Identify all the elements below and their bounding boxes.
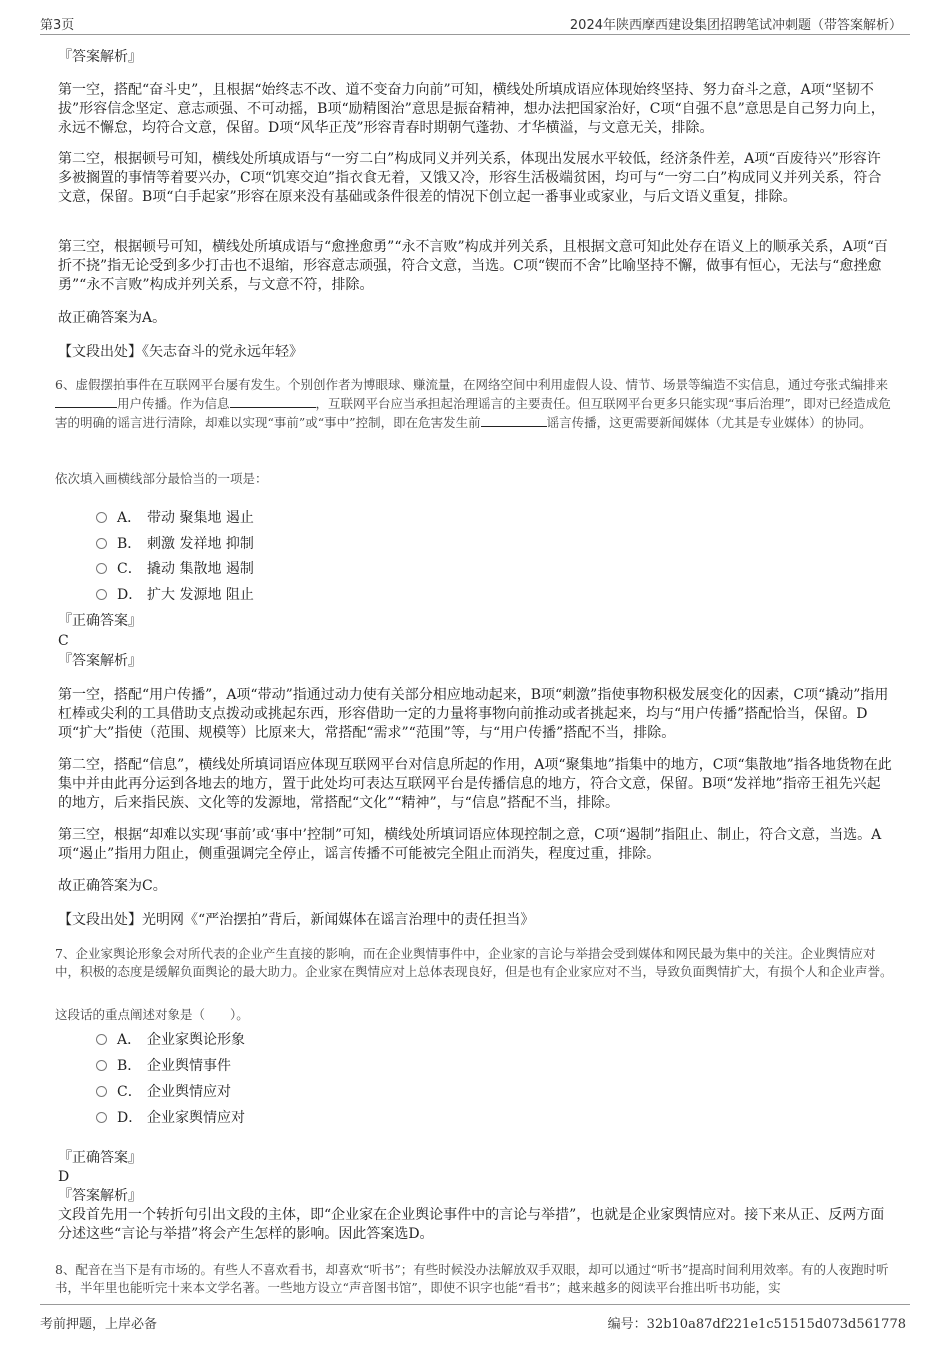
q7-question: 这段话的重点阐述对象是（ ）。 [55, 1007, 249, 1022]
q7-analysis-label: 『答案解析』 [58, 1188, 142, 1204]
q7-analysis: 文段首先用一个转折句引出文段的主体，即“企业家在企业舆论事件中的言论与举措”，也就是企业家舆情应对。接下来从正、反两方面分述这些“言论与举措”将会产生怎样的影响。因此答案选D。 [58, 1207, 885, 1242]
q6-answer-label: 『正确答案』 [58, 613, 142, 629]
footer-slogan: 考前押题，上岸必备 [40, 1317, 158, 1332]
q8-stem: 8、配音在当下是有市场的。有些人不喜欢看书，却喜欢“听书”；有些时候没办法解放双手双眼，却可以通过“听书”提高时间利用效率。有的人夜跑时听书，半年里也能听完十来本文学名著。一些地方设立“声音图书馆”，即使不识字也能“看书”；越来越多的阅读平台推出听书功能，实 [55, 1262, 889, 1295]
q6-option-b[interactable]: B． 刺激 发祥地 抑制 [96, 533, 254, 553]
q5-analysis-label: 『答案解析』 [58, 49, 142, 65]
q5-analysis-p3: 第三空，根据顿号可知，横线处所填成语与“愈挫愈勇”“永不言败”构成并列关系，且根据文意可知此处存在语义上的顺承关系，A项“百折不挠”指无论受到多少打击也不退缩，形容意志顽强，符合文意，当选。C项“锲而不舍”比喻坚持不懈，做事有恒心，无法与“愈挫愈勇”“永不言败”构成并列关系，与文意不符，排除。 [58, 239, 888, 293]
q7-option-a[interactable]: A． 企业家舆论形象 [96, 1029, 245, 1049]
q6-analysis-p1: 第一空，搭配“用户传播”，A项“带动”指通过动力使有关部分相应地动起来，B项“刺激”指使事物积极发展变化的因素，C项“撬动”指用杠棒或尖利的工具借助支点拨动或挑起东西，形容借助一定的力量将事物向前推动或者挑起来，均与“用户传播”搭配恰当，保留。D项“扩大”指使（范围、规模等）比原来大，常搭配“需求”“范围”等，与“用户传播”搭配不当，排除。 [58, 687, 889, 741]
radio-icon[interactable] [96, 1086, 107, 1097]
radio-icon[interactable] [96, 563, 107, 574]
q5-conclusion: 故正确答案为A。 [58, 310, 167, 326]
q6-source: 【文段出处】光明网《“严治摆拍”背后，新闻媒体在谣言治理中的责任担当》 [58, 912, 535, 928]
radio-icon[interactable] [96, 1060, 107, 1071]
q5-source: 【文段出处】《矢志奋斗的党永远年轻》 [58, 344, 303, 360]
q6-option-c[interactable]: C． 撬动 集散地 遏制 [96, 558, 254, 578]
q6-analysis-p3: 第三空，根据“却难以实现‘事前’或‘事中’控制”可知，横线处所填词语应体现控制之意，C项“遏制”指阻止、制止，符合文意，当选。A项“遏止”指用力阻止，侧重强调完全停止，谣言传播不可能被完全阻止而消失，程度过重，排除。 [58, 827, 882, 862]
q6-answer: C [58, 633, 69, 649]
q7-stem: 7、企业家舆论形象会对所代表的企业产生直接的影响，而在企业舆情事件中，企业家的言论与举措会受到媒体和网民最为集中的关注。企业舆情应对中，积极的态度是缓解负面舆论的最大助力。企业家在舆情应对上总体表现良好，但是也有企业家应对不当，导致负面舆情扩大，有损个人和企业声誉。 [55, 946, 893, 979]
radio-icon[interactable] [96, 512, 107, 523]
q7-answer: D [58, 1169, 70, 1185]
q6-option-d[interactable]: D． 扩大 发源地 阻止 [96, 584, 254, 604]
q5-analysis-p2: 第二空，根据顿号可知，横线处所填成语与“一穷二白”构成同义并列关系，体现出发展水平较低，经济条件差，A项“百废待兴”形容许多被搁置的事情等着要兴办，C项“饥寒交迫”指衣食无着，又饿又冷，形容生活极端贫困，均可与“一穷二白”构成同义并列关系，符合文意，保留。B项“白手起家”形容在原来没有基础或条件很差的情况下创立起一番事业或家业，与后文语义重复，排除。 [58, 151, 882, 205]
header-divider [40, 34, 910, 35]
q7-option-c[interactable]: C． 企业舆情应对 [96, 1081, 231, 1101]
q6-option-a[interactable]: A． 带动 聚集地 遏止 [96, 507, 254, 527]
radio-icon[interactable] [96, 1112, 107, 1123]
q5-analysis-p1: 第一空，搭配“奋斗史”，且根据“始终志不改、道不变奋力向前”可知，横线处所填成语应体现始终坚持、努力奋斗之意，A项“坚韧不拔”形容信念坚定、意志顽强、不可动摇，B项“励精图治”意思是振奋精神，想办法把国家治好，C项“自强不息”意思是自己努力向上，永远不懈怠，均符合文意，保留。D项“风华正茂”形容青春时期朝气蓬勃、才华横溢，与文意无关，排除。 [58, 82, 885, 136]
page-header [0, 0, 950, 34]
blank-3 [481, 413, 547, 427]
footer-divider [40, 1304, 910, 1305]
q6-analysis-label: 『答案解析』 [58, 653, 142, 669]
page-number: 第3页 [40, 18, 75, 33]
document-title: 2024年陕西摩西建设集团招聘笔试冲刺题（带答案解析） [569, 18, 902, 33]
q7-answer-label: 『正确答案』 [58, 1150, 142, 1166]
q7-option-d[interactable]: D． 企业家舆情应对 [96, 1107, 245, 1127]
q6-stem: 6、虚假摆拍事件在互联网平台屡有发生。个别创作者为博眼球、赚流量，在网络空间中利用虚假人设、情节、场景等编造不实信息，通过夸张式编排来用户传播。作为信息 ，互联网平台应当承担起治理谣言的主要责任。但互联网平台更多只能实现“事后治理”，即对已经造成危害的明确的谣言进行清除，却难以实现“事前”或“事中”控制，即在危害发生前 谣言传播，这更需要新闻媒体（尤其是专业媒体）的协同。 [55, 377, 891, 430]
q6-prompt: 依次填入画横线部分最恰当的一项是： [55, 471, 268, 486]
q6-conclusion: 故正确答案为C。 [58, 878, 167, 894]
q6-analysis-p2: 第二空，搭配“信息”，横线处所填词语应体现互联网平台对信息所起的作用，A项“聚集地”指集中的地方，C项“集散地”指各地货物在此集中并由此再分运到各地去的地方，置于此处均可表达互联网平台是传播信息的地方，符合文意，保留。B项“发祥地”指帝王祖先兴起的地方，后来指民族、文化等的发源地，常搭配“文化”“精神”，与“信息”搭配不当，排除。 [58, 757, 892, 811]
blank-1 [55, 394, 117, 408]
blank-2 [230, 394, 316, 408]
radio-icon[interactable] [96, 1034, 107, 1045]
radio-icon[interactable] [96, 589, 107, 600]
document-code: 编号：32b10a87df221e1c51515d073d561778 [607, 1317, 906, 1332]
radio-icon[interactable] [96, 538, 107, 549]
q7-option-b[interactable]: B． 企业舆情事件 [96, 1055, 231, 1075]
